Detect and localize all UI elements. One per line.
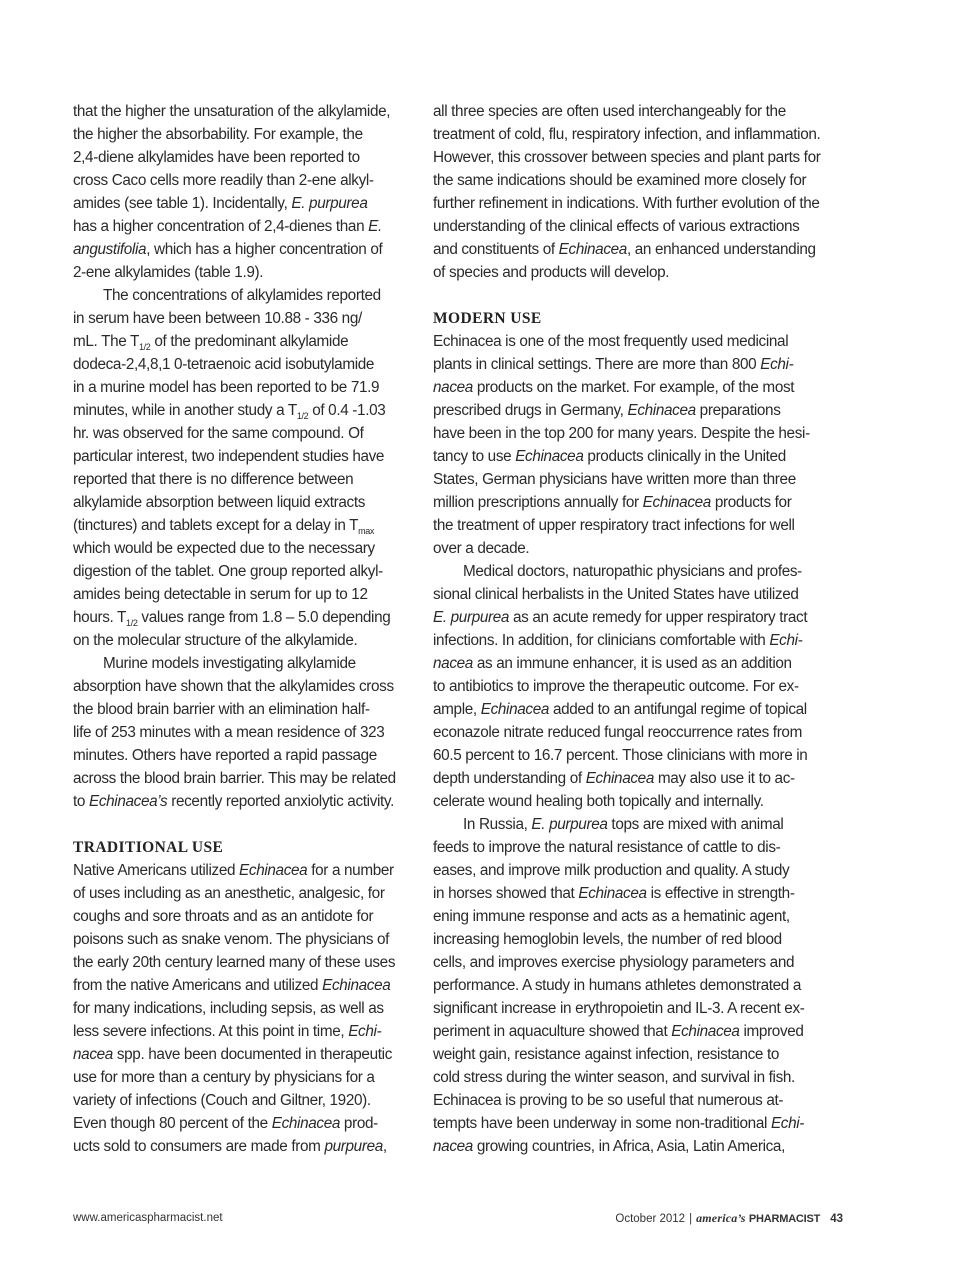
text-line: E. purpurea as an acute remedy for upper respiratory tract [433,609,808,626]
paragraph [73,100,415,284]
text-line: However, this crossover between species and plant parts for [433,149,821,166]
text-line: that the higher the unsaturation of the alkylamide, [73,103,391,120]
paragraph [433,330,843,560]
text-line: prescribed drugs in Germany, Echinacea preparations [433,402,781,419]
text-line: plants in clinical settings. There are more than 800 Echi- [433,356,794,373]
text-line: for many indications, including sepsis, as well as [73,1000,384,1017]
paragraph [433,813,843,1158]
text-line: minutes. Others have reported a rapid passage [73,747,377,764]
footer-url[interactable]: www.americaspharmacist.net [73,1212,223,1224]
text-line: absorption have shown that the alkylamides cross [73,678,394,695]
magazine-name-a: america’s [696,1211,746,1225]
text-line: the higher the absorbability. For example, the [73,126,363,143]
text-line: ening immune response and acts as a hematinic agent, [433,908,790,925]
text-line: eases, and improve milk production and quality. A study [433,862,790,879]
text-line: tancy to use Echinacea products clinically in the United [433,448,786,465]
text-line: weight gain, resistance against infection, resistance to [433,1046,780,1063]
paragraph [73,284,415,652]
text-line: in serum have been between 10.88 - 336 ng/ [73,310,362,327]
text-line: in a murine model has been reported to be 71.9 [73,379,380,396]
footer-right [615,1208,843,1229]
text-line: mL. The $T_{1/2}$ of the predominant alkylamide [73,333,349,352]
page-footer [73,1208,843,1228]
text-line: nacea growing countries, in Africa, Asia, Latin America, [433,1138,785,1155]
left-column [73,100,415,1158]
text-line: performance. A study in humans athletes demonstrated a [433,977,801,994]
text-line: cells, and improves exercise physiology parameters and [433,954,795,971]
text-line: econazole nitrate reduced fungal reoccurrence rates from [433,724,802,741]
text-line: Murine models investigating alkylamide [103,655,356,672]
text-line: Medical doctors, naturopathic physicians and profes- [463,563,802,580]
text-line: infections. In addition, for clinicians comfortable with Echi- [433,632,803,649]
text-line: 60.5 percent to 16.7 percent. Those clinicians with more in [433,747,808,764]
text-line: 2,4-diene alkylamides have been reported to [73,149,360,166]
text-line: celerate wound healing both topically and internally. [433,793,764,810]
text-line: use for more than a century by physicians for a [73,1069,375,1086]
text-line: to Echinacea’s recently reported anxiolytic activity. [73,793,394,810]
paragraph [73,652,415,813]
text-line: feeds to improve the natural resistance of cattle to dis- [433,839,781,856]
text-line: In Russia, E. purpurea tops are mixed with animal [463,816,784,833]
text-line: across the blood brain barrier. This may be related [73,770,396,787]
text-line: alkylamide absorption between liquid extracts [73,494,366,511]
text-line: increasing hemoglobin levels, the number of red blood [433,931,782,948]
text-line: on the molecular structure of the alkylamide. [73,632,358,649]
text-line: periment in aquaculture showed that Echinacea improved [433,1023,804,1040]
text-line: nacea products on the market. For example, of the most [433,379,795,396]
text-line: ucts sold to consumers are made from purpurea, [73,1138,387,1155]
text-line: to antibiotics to improve the therapeutic outcome. For ex- [433,678,799,695]
text-line: Echinacea is proving to be so useful that numerous at- [433,1092,784,1109]
text-line: nacea spp. have been documented in therapeutic [73,1046,392,1063]
text-line: hours. $T_{1/2}$ values range from 1.8 – 5.0 depending [73,609,391,628]
text-line: further refinement in indications. With further evolution of the [433,195,820,212]
text-line: cross Caco cells more readily than 2-ene alkyl- [73,172,374,189]
text-line: 2-ene alkylamides (table 1.9). [73,264,264,281]
text-line: depth understanding of Echinacea may also use it to ac- [433,770,795,787]
text-line: nacea as an immune enhancer, it is used as an addition [433,655,792,672]
text-line: from the native Americans and utilized Echinacea [73,977,391,994]
text-line: ample, Echinacea added to an antifungal regime of topical [433,701,807,718]
text-line: amides being detectable in serum for up to 12 [73,586,368,603]
text-line: hr. was observed for the same compound. Of [73,425,364,442]
text-line: amides (see table 1). Incidentally, E. purpurea [73,195,368,212]
paragraph [73,859,415,1158]
text-line: Echinacea is one of the most frequently used medicinal [433,333,789,350]
text-line: the treatment of upper respiratory tract infections for well [433,517,795,534]
section-heading-modern-use: MODERN USE [433,310,542,327]
spacer [433,284,843,307]
text-line: understanding of the clinical effects of various extractions [433,218,800,235]
text-line: sional clinical herbalists in the United States have utilized [433,586,799,603]
text-line: which would be expected due to the necessary [73,540,375,557]
text-line: The concentrations of alkylamides reported [103,287,381,304]
paragraph [433,100,843,284]
text-line: treatment of cold, flu, respiratory infection, and inflammation. [433,126,821,143]
text-line: of species and products will develop. [433,264,670,281]
text-line: of uses including as an anesthetic, analgesic, for [73,885,385,902]
text-line: cold stress during the winter season, and survival in fish. [433,1069,795,1086]
paragraph [433,560,843,813]
text-line: Even though 80 percent of the Echinacea prod- [73,1115,378,1132]
text-line: have been in the top 200 for many years. Despite the hesi- [433,425,810,442]
text-line: significant increase in erythropoietin and IL-3. A recent ex- [433,1000,805,1017]
page-number: 43 [830,1213,843,1225]
text-line: the same indications should be examined more closely for [433,172,807,189]
text-line: reported that there is no difference between [73,471,354,488]
text-line: less severe infections. At this point in time, Echi- [73,1023,382,1040]
text-line: in horses showed that Echinacea is effective in strength- [433,885,795,902]
text-line: (tinctures) and tablets except for a delay in $T_{max}$ [73,517,375,536]
text-line: variety of infections (Couch and Giltner, 1920). [73,1092,371,1109]
text-line: minutes, while in another study a $T_{1/2}$ of 0.4 -1.03 [73,402,386,421]
text-line: angustifolia, which has a higher concentration of [73,241,383,258]
section-heading-traditional-use: TRADITIONAL USE [73,839,224,856]
text-line: dodeca-2,4,8,1 0-tetraenoic acid isobutylamide [73,356,375,373]
text-line: all three species are often used interchangeably for the [433,103,786,120]
text-line: digestion of the tablet. One group reported alkyl- [73,563,383,580]
text-line: over a decade. [433,540,530,557]
text-line: has a higher concentration of 2,4-dienes than E. [73,218,382,235]
text-line: tempts have been underway in some non-traditional Echi- [433,1115,805,1132]
text-line: coughs and sore throats and as an antidote for [73,908,374,925]
text-line: life of 253 minutes with a mean residence of 323 [73,724,385,741]
text-line: particular interest, two independent studies have [73,448,385,465]
magazine-name-b: PHARMACIST [748,1213,821,1225]
text-line: States, German physicians have written more than three [433,471,796,488]
spacer [73,813,415,836]
text-line: poisons such as snake venom. The physicians of [73,931,390,948]
text-line: the blood brain barrier with an elimination half- [73,701,370,718]
issue-date: October 2012 [615,1213,686,1225]
text-line: Native Americans utilized Echinacea for a number [73,862,394,879]
text-line: and constituents of Echinacea, an enhanced understanding [433,241,816,258]
footer-separator: | [689,1213,693,1225]
text-line: million prescriptions annually for Echinacea products for [433,494,792,511]
right-column [433,100,843,1158]
text-line: the early 20th century learned many of these uses [73,954,396,971]
